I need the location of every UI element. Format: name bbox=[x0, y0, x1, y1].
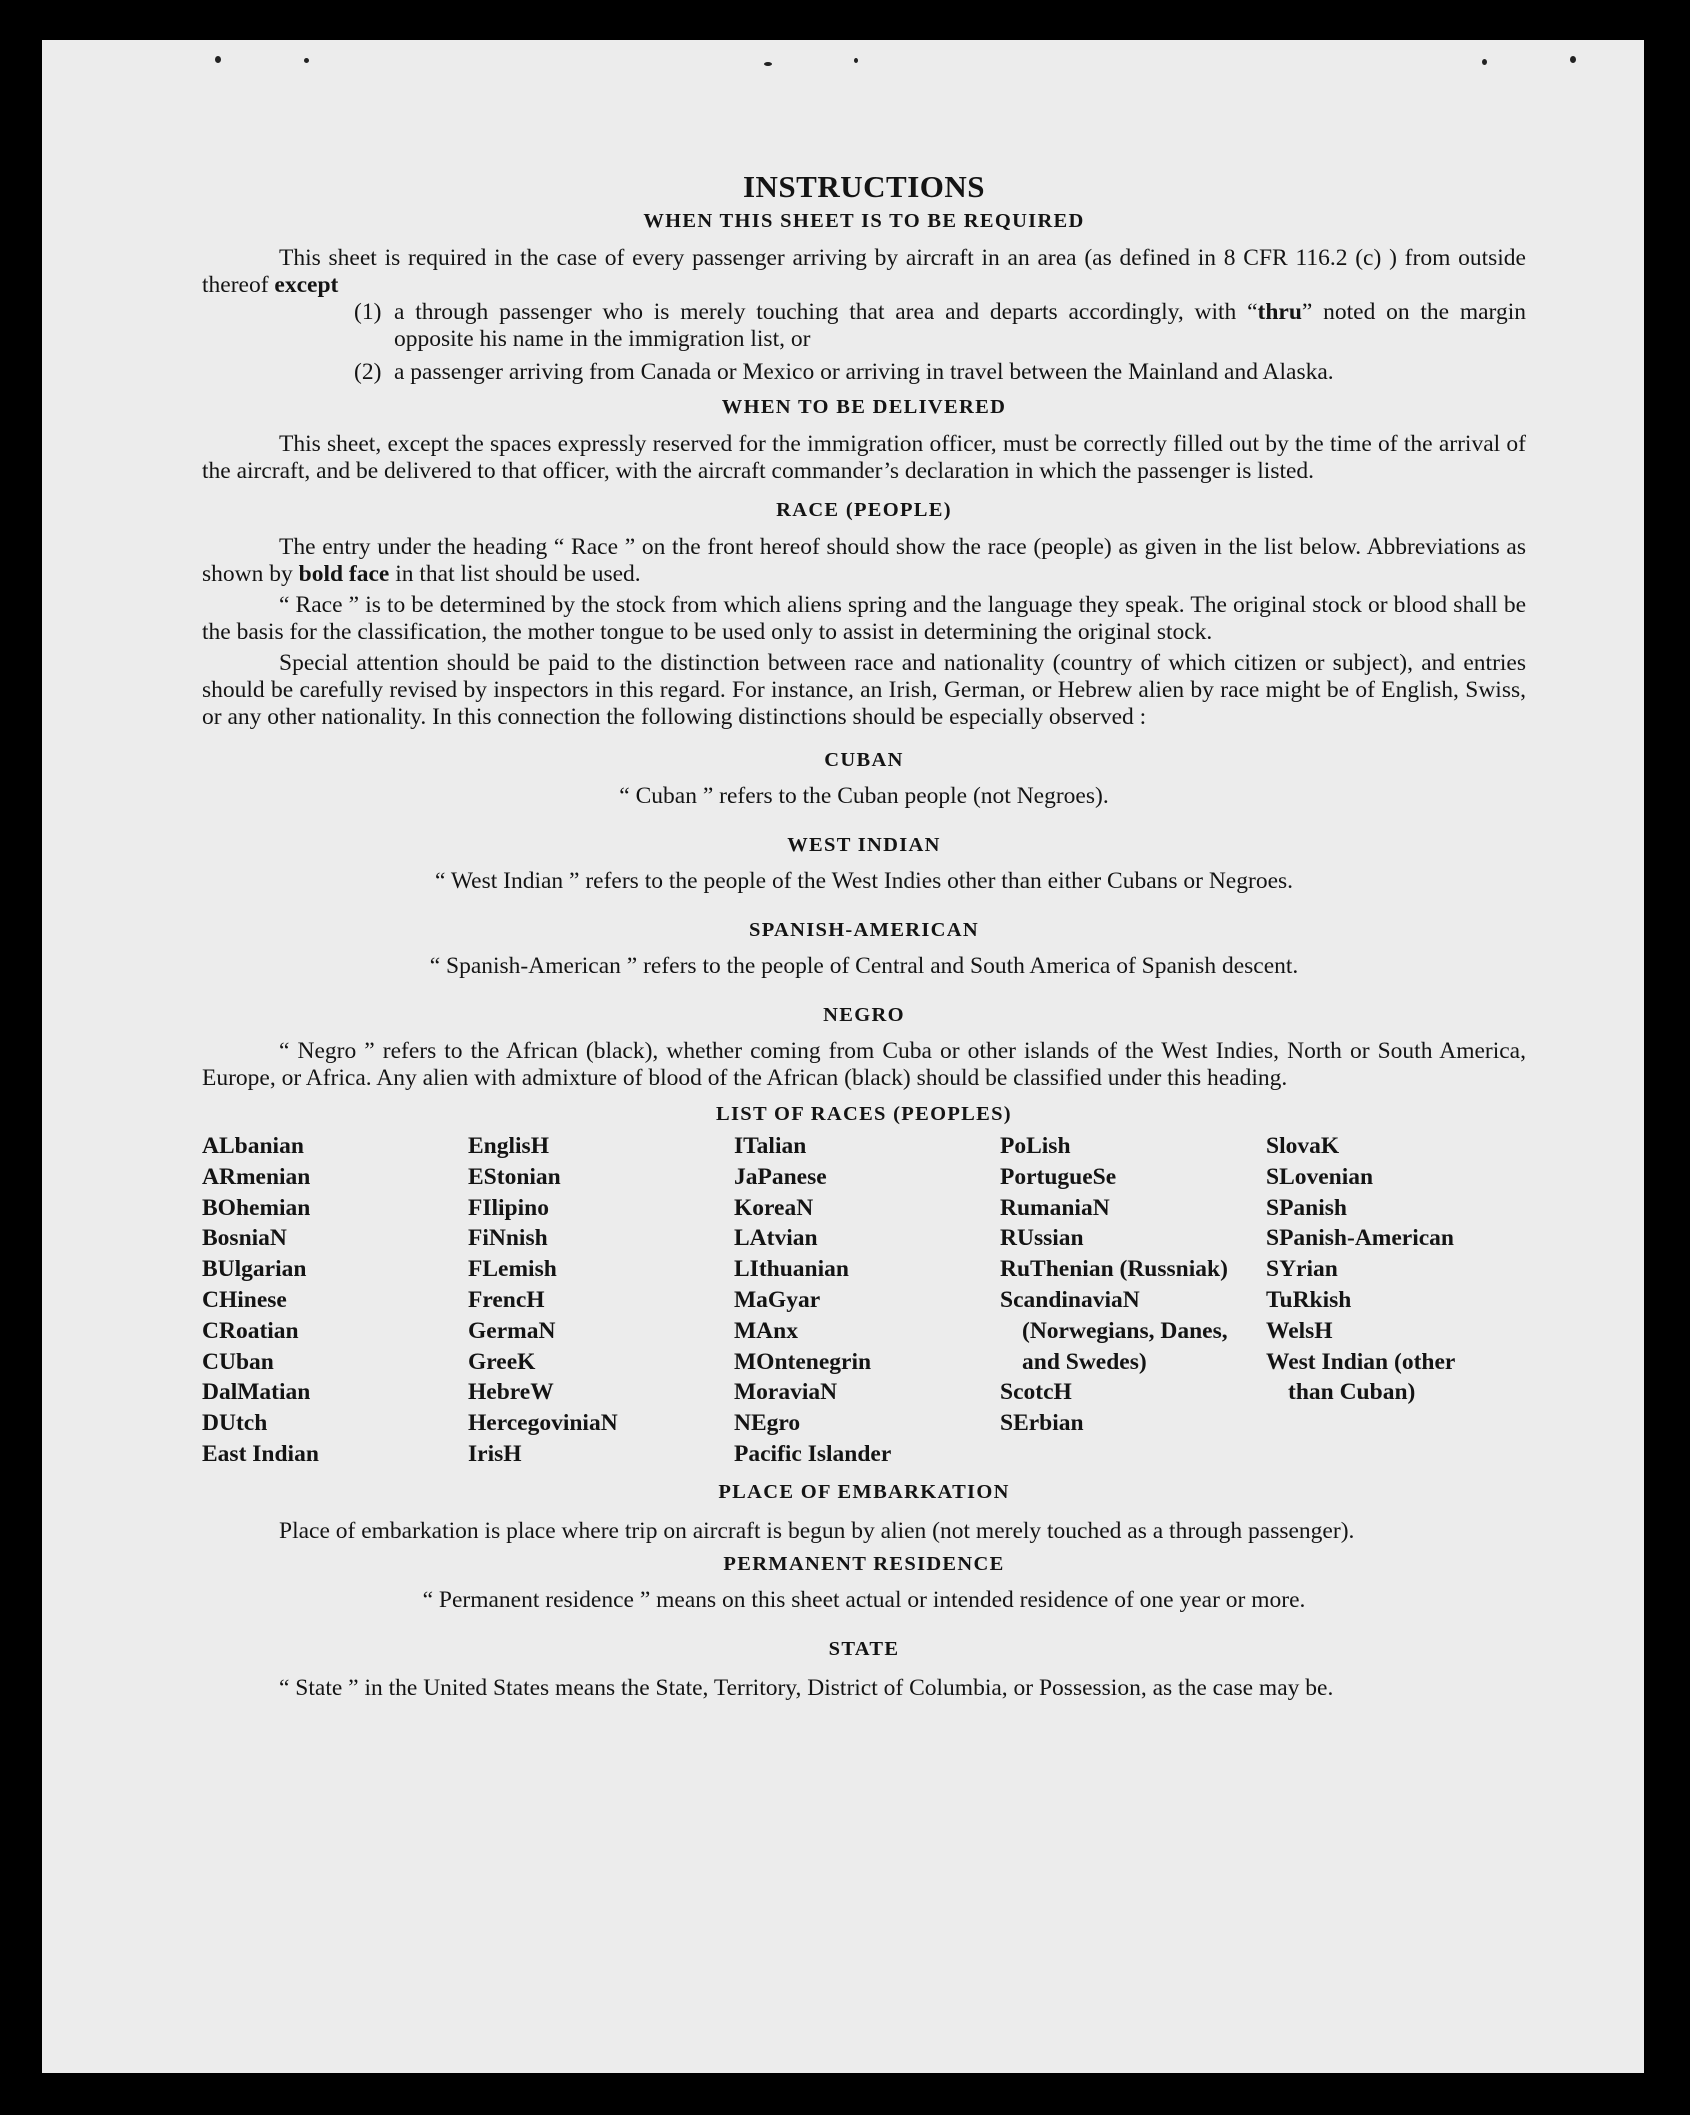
race-entry: PortugueSe bbox=[1000, 1163, 1117, 1190]
races-column-4 bbox=[1000, 1131, 1266, 1470]
race-entry: ScotcH bbox=[1000, 1379, 1072, 1406]
race-entry: SYrian bbox=[1266, 1256, 1338, 1283]
punch-mark bbox=[304, 58, 309, 63]
race-entry: HercegoviniaN bbox=[468, 1410, 618, 1437]
race-paragraph-1: The entry under the heading “ Race ” on the front hereof should show the race (people) as given in the list below. Abbreviations as shown by bold face in that list should be used. bbox=[202, 534, 1526, 587]
races-column-5 bbox=[1266, 1131, 1526, 1470]
race-entry: BosniaN bbox=[202, 1225, 287, 1252]
race-entry: East Indian bbox=[202, 1440, 319, 1467]
race-entry: DUtch bbox=[202, 1410, 268, 1437]
race-entry: KoreaN bbox=[734, 1194, 814, 1221]
heading-race: RACE (PEOPLE) bbox=[776, 499, 952, 521]
races-column-3 bbox=[734, 1131, 1000, 1470]
race-entry: FrencH bbox=[468, 1286, 545, 1313]
heading-list-of-races: LIST OF RACES (PEOPLES) bbox=[716, 1103, 1012, 1125]
heading-when-delivered: WHEN TO BE DELIVERED bbox=[721, 396, 1007, 418]
embarkation-paragraph: Place of embarkation is place where trip on aircraft is begun by alien (not merely touched as a through passenger). bbox=[279, 1517, 1355, 1544]
race-entry: CHinese bbox=[202, 1286, 287, 1313]
race-entry: ARmenian bbox=[202, 1163, 311, 1190]
race-entry: NEgro bbox=[734, 1410, 801, 1437]
spanish-american-paragraph: “ Spanish-American ” refers to the people of Central and South America of Spanish descent. bbox=[429, 953, 1299, 979]
race-entry: CRoatian bbox=[202, 1317, 299, 1344]
document-page bbox=[42, 40, 1644, 2073]
punch-mark bbox=[1570, 56, 1576, 63]
race-entry: FiNnish bbox=[468, 1225, 548, 1252]
race-entry: JaPanese bbox=[734, 1163, 827, 1190]
race-entry: LIthuanian bbox=[734, 1256, 849, 1283]
punch-mark bbox=[764, 62, 772, 66]
race-entry: West Indian (other than Cuban) bbox=[1266, 1348, 1455, 1406]
race-entry: EStonian bbox=[468, 1163, 561, 1190]
race-entry: SLovenian bbox=[1266, 1163, 1374, 1190]
race-entry: EnglisH bbox=[468, 1133, 549, 1159]
race-entry: ALbanian bbox=[202, 1133, 304, 1159]
instructions-body bbox=[202, 169, 1526, 1704]
race-paragraph-2: “ Race ” is to be determined by the stock from which aliens spring and the language they speak. The original stock or blood shall be the basis for the classification, the mother tongue to be used only to assist in determining the original stock. bbox=[202, 592, 1526, 645]
race-entry: MOntenegrin bbox=[734, 1348, 872, 1375]
race-entry: ITalian bbox=[734, 1133, 807, 1159]
race-entry: FIlipino bbox=[468, 1194, 549, 1221]
race-entry: PoLish bbox=[1000, 1133, 1071, 1159]
race-entry: BUlgarian bbox=[202, 1256, 307, 1283]
race-entry: TuRkish bbox=[1266, 1286, 1352, 1313]
race-entry: CUban bbox=[202, 1348, 274, 1375]
punch-mark bbox=[854, 58, 858, 63]
state-paragraph: “ State ” in the United States means the State, Territory, District of Columbia, or Possession, as the case may be. bbox=[279, 1674, 1334, 1701]
exception-item-1: (1) a through passenger who is merely touching that area and departs accordingly, with “thru” noted on the margin opposite his name in the immigration list, or bbox=[354, 299, 1526, 352]
races-column-1 bbox=[202, 1131, 468, 1470]
race-entry: IrisH bbox=[468, 1440, 522, 1467]
race-paragraph-3: Special attention should be paid to the distinction between race and nationality (country of which citizen or subject), and entries should be carefully revised by inspectors in this regard. For instance, an Irish, German, or Hebrew alien by race might be of English, Swiss, or any other nationality. In this connection the following distinctions should be especially observed : bbox=[202, 650, 1526, 730]
race-entry: RuThenian (Russniak) bbox=[1000, 1256, 1228, 1283]
races-column-2 bbox=[468, 1131, 734, 1470]
heading-state: STATE bbox=[828, 1637, 900, 1660]
race-entry: SlovaK bbox=[1266, 1133, 1340, 1159]
race-entry: MoraviaN bbox=[734, 1379, 838, 1406]
race-entry: RUssian bbox=[1000, 1225, 1084, 1252]
heading-west-indian: WEST INDIAN bbox=[787, 834, 941, 856]
race-entry: BOhemian bbox=[202, 1194, 311, 1221]
race-entry: ScandinaviaN (Norwegians, Danes, and Swedes) bbox=[1000, 1286, 1228, 1375]
residence-paragraph: “ Permanent residence ” means on this sheet actual or intended residence of one year or more. bbox=[422, 1586, 1306, 1613]
race-entry: SPanish bbox=[1266, 1194, 1347, 1221]
when-required-paragraph: This sheet is required in the case of every passenger arriving by aircraft in an area (as defined in 8 CFR 116.2 (c) ) from outside thereof except bbox=[202, 245, 1526, 298]
page-title: INSTRUCTIONS bbox=[742, 169, 985, 204]
heading-spanish-american: SPANISH-AMERICAN bbox=[749, 919, 979, 941]
race-entry: WelsH bbox=[1266, 1317, 1333, 1344]
when-delivered-paragraph: This sheet, except the spaces expressly reserved for the immigration officer, must be correctly filled out by the time of the arrival of the aircraft, and be delivered to that officer, with the aircraft commander’s declaration in which the passenger is listed. bbox=[202, 431, 1526, 484]
race-entry: SPanish-American bbox=[1266, 1225, 1454, 1252]
heading-permanent-residence: PERMANENT RESIDENCE bbox=[723, 1552, 1005, 1575]
punch-mark bbox=[1482, 59, 1487, 65]
races-list bbox=[202, 1131, 1526, 1470]
heading-cuban: CUBAN bbox=[824, 749, 904, 771]
exception-item-2: (2) a passenger arriving from Canada or Mexico or arriving in travel between the Mainland and Alaska. bbox=[354, 359, 1334, 385]
race-entry: HebreW bbox=[468, 1379, 554, 1406]
race-entry: Pacific Islander bbox=[734, 1440, 892, 1467]
race-entry: GreeK bbox=[468, 1348, 536, 1375]
race-entry: GermaN bbox=[468, 1317, 556, 1344]
race-entry: MaGyar bbox=[734, 1286, 821, 1313]
punch-mark bbox=[215, 56, 221, 63]
race-entry: MAnx bbox=[734, 1317, 798, 1344]
heading-negro: NEGRO bbox=[823, 1004, 905, 1026]
negro-paragraph: “ Negro ” refers to the African (black), whether coming from Cuba or other islands of the West Indies, North or South America, Europe, or Africa. Any alien with admixture of blood of the African (black) should be classified under this heading. bbox=[202, 1038, 1526, 1091]
race-entry: FLemish bbox=[468, 1256, 557, 1283]
heading-place-of-embarkation: PLACE OF EMBARKATION bbox=[718, 1480, 1010, 1503]
race-entry: SErbian bbox=[1000, 1410, 1084, 1437]
race-entry: DalMatian bbox=[202, 1379, 311, 1406]
heading-when-required: WHEN THIS SHEET IS TO BE REQUIRED bbox=[643, 210, 1085, 232]
west-indian-paragraph: “ West Indian ” refers to the people of the West Indies other than either Cubans or Negroes. bbox=[434, 868, 1294, 894]
race-entry: LAtvian bbox=[734, 1225, 818, 1252]
cuban-paragraph: “ Cuban ” refers to the Cuban people (not Negroes). bbox=[619, 783, 1109, 809]
race-entry: RumaniaN bbox=[1000, 1194, 1110, 1221]
